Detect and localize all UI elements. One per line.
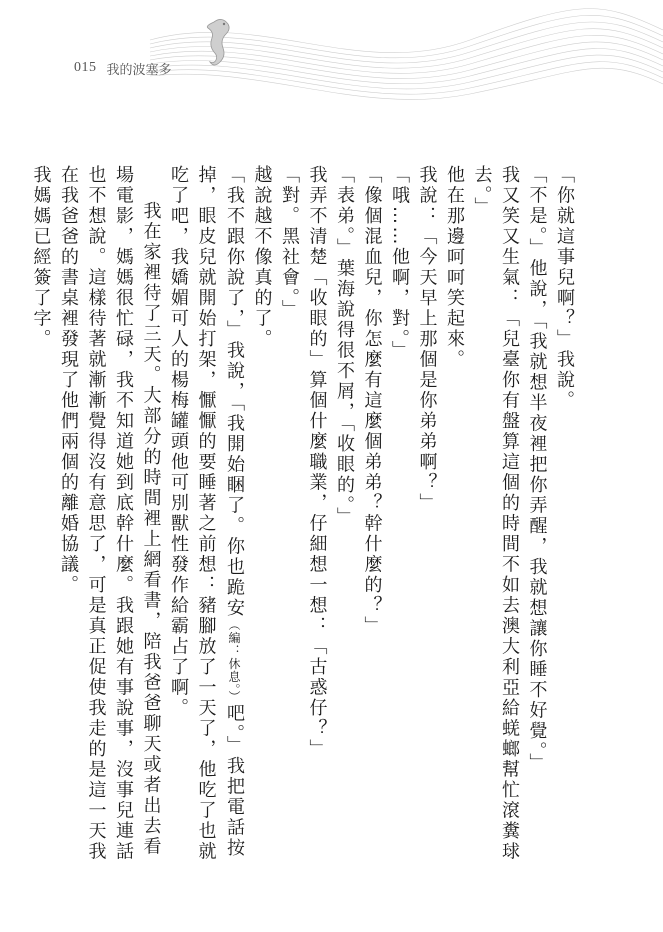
paragraph-text: 「我不跟你說了，」我說，「我開始睏了。你也跪安 bbox=[224, 165, 245, 619]
paragraph: 「表弟。」葉海說得很不屑，「收眼的。」 bbox=[334, 165, 355, 528]
page-number: 015 bbox=[74, 60, 97, 75]
paragraph: 「不是。」他說，「我就想半夜裡把你弄醒，我就想讓你睡不好覺。」 bbox=[526, 165, 548, 774]
paragraph: 我在家裡待了三天。大部分的時間裡上網看書，陪我爸爸聊天或者出去看場電影，媽媽很忙碌，我不知道她到底幹什麼。我跟她有事說事，沒事兒連話也不想說。這樣待著就漸漸覺得沒有意思了，可是真正促使我走的是這一天我在我爸爸的書桌裡發現了他們兩個的離婚協議。 bbox=[58, 165, 162, 862]
editor-note: （編：休息。） bbox=[227, 618, 241, 704]
paragraph: 我弄不清楚「收眼的」算個什麼職業，仔細想一想：「古惑仔？」 bbox=[306, 165, 328, 760]
paragraph: 「哦……他啊，對。」 bbox=[389, 165, 410, 361]
book-title: 我的波塞多 bbox=[106, 62, 172, 78]
paragraph: 他在那邊呵呵笑起來。 bbox=[444, 165, 465, 370]
body-text bbox=[30, 165, 578, 865]
paragraph: 我又笑又生氣：「兒臺你有盤算這個的時間不如去澳大利亞給蜣螂幫忙滾糞球去。」 bbox=[471, 165, 520, 862]
paragraph: 「對。黑社會。」 bbox=[279, 165, 300, 320]
paragraph bbox=[165, 165, 249, 865]
paragraph: 我說：「今天早上那個是你弟弟啊？」 bbox=[416, 165, 438, 514]
paragraph: 我媽媽已經簽了字。 bbox=[30, 165, 52, 350]
paragraph: 越說越不像真的了。 bbox=[251, 165, 273, 350]
paragraph: 「你就這事兒啊？」我說。 bbox=[554, 165, 575, 411]
paragraph-text: 吧。」我把電話按掉，眼皮兒就開始打架，懨懨的要睡著之前想：豬腳放了一天了，他吃了也就吃了吧，我嬌媚可人的楊梅罐頭他可別獸性發作給霸占了啊。 bbox=[168, 165, 245, 862]
running-header bbox=[74, 58, 172, 78]
paragraph: 「像個混血兒，你怎麼有這麼個弟弟？幹什麼的？」 bbox=[361, 165, 383, 637]
